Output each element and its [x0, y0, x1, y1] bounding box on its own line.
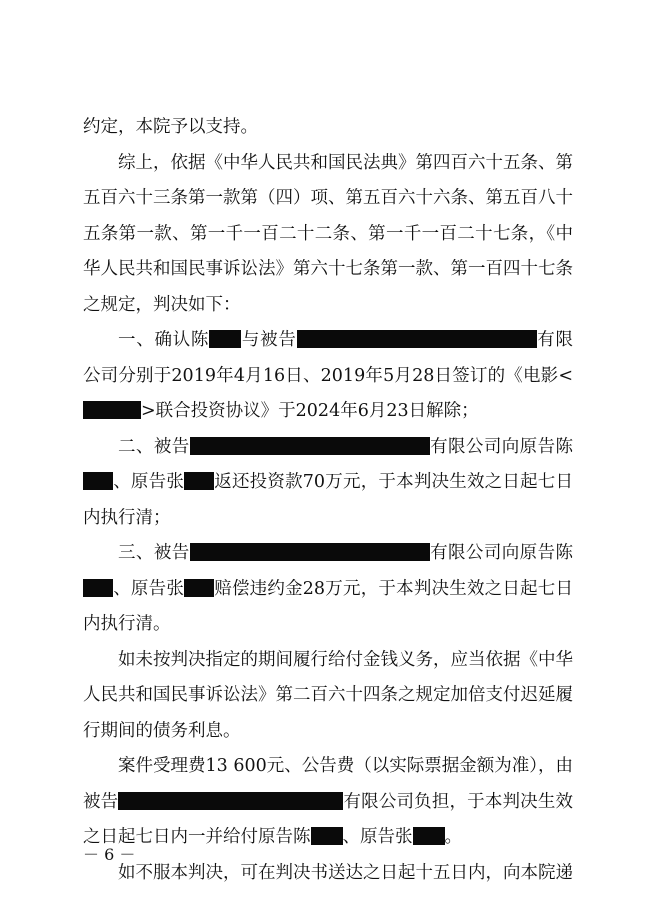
text: 有限公司分别于2019年4月16日、2019年5月28日签订的《电影< [83, 330, 574, 386]
text: 二、被告 [118, 436, 190, 457]
document-body [83, 110, 573, 891]
paragraph-judgment-item-3 [83, 536, 573, 643]
paragraph-legal-basis: 综上，依据《中华人民共和国民法典》第四百六十五条、第五百六十三条第一款第（四）项、第五百六十六条、第五百八十五条第一款、第一千一百二十二条、第一千一百二十七条，《中华人民共和国民事诉讼法》第六十七条第一款、第一百四十七条之规定，判决如下： [83, 152, 573, 315]
redaction [118, 792, 343, 810]
text: 。 [444, 827, 462, 847]
text: 、原告张 [113, 578, 185, 599]
text: 、原告张 [342, 827, 413, 847]
paragraph-delay-interest: 如未按判决指定的期间履行给付金钱义务，应当依据《中华人民共和国民事诉讼法》第二百六十四条之规定加倍支付迟延履行期间的债务利息。 [83, 649, 573, 741]
text: 有限公司向原告陈 [429, 543, 574, 563]
paragraph-litigation-fees [83, 749, 573, 856]
text: 案件受理费13 600元、公告费（以实际票据金额为准），由被告 [83, 756, 573, 812]
redaction [297, 330, 537, 348]
text: 返还投资款70万元，于本判决生效之日起七日内执行清； [83, 472, 573, 528]
redaction [83, 472, 113, 490]
text: 赔偿违约金28万元，于本判决生效之日起七日内执行清。 [83, 578, 573, 634]
redaction [209, 330, 241, 348]
redaction [184, 579, 214, 597]
text: 有限公司负担，于本判决生效之日起七日内一并给付原告陈 [83, 791, 574, 847]
paragraph-appeal-notice: 如不服本判决，可在判决书送达之日起十五日内，向本院递 [118, 862, 573, 883]
page-number: － 6 － [83, 845, 136, 864]
text: 、原告张 [113, 472, 185, 492]
text: 与被告 [241, 330, 297, 350]
redaction [311, 827, 343, 845]
redaction [83, 579, 113, 597]
paragraph-continuation: 约定，本院予以支持。 [83, 117, 258, 137]
redaction [190, 437, 430, 455]
text: 一、确认陈 [118, 330, 210, 350]
text: 三、被告 [118, 543, 190, 563]
text: >联合投资协议》于2024年6月23日解除； [141, 401, 479, 421]
redaction [413, 827, 445, 845]
redaction [83, 401, 141, 419]
paragraph-judgment-item-2 [83, 430, 573, 537]
paragraph-judgment-item-1 [83, 323, 573, 430]
redaction [190, 543, 430, 561]
redaction [184, 472, 214, 490]
text: 有限公司向原告陈 [429, 436, 574, 457]
